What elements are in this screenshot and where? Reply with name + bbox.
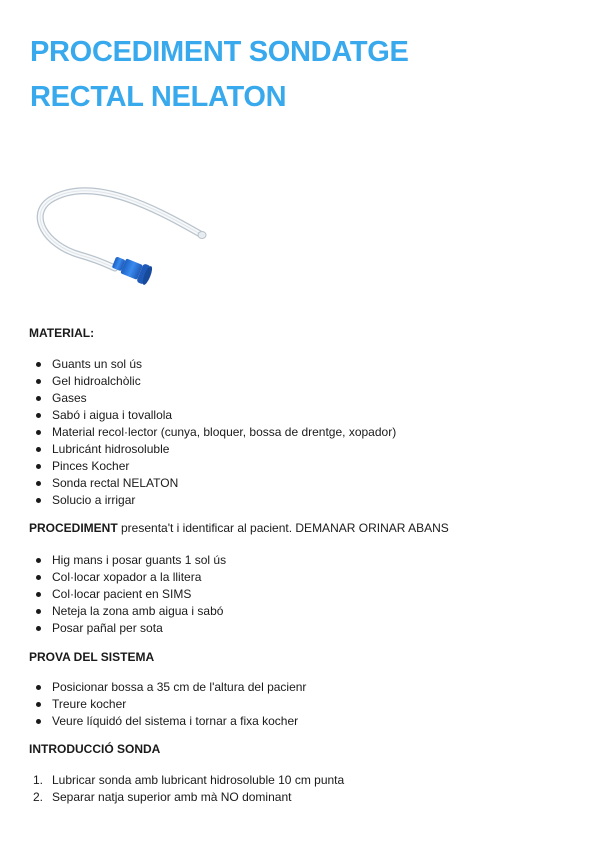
list-item-text: Lubricar sonda amb lubricant hidrosoluble 10 cm punta	[52, 773, 345, 787]
introduccio-heading: INTRODUCCIÓ SONDA	[29, 742, 161, 756]
list-item: Material recol·lector (cunya, bloquer, bossa de drentge, xopador)	[0, 424, 396, 441]
list-item	[0, 772, 344, 789]
list-item: Sabó i aigua i tovallola	[0, 407, 396, 424]
list-item: Veure líquidó del sistema i tornar a fixa kocher	[0, 713, 306, 730]
prova-heading: PROVA DEL SISTEMA	[29, 650, 155, 664]
procediment-heading: PROCEDIMENT	[29, 521, 118, 535]
list-item: Pinces Kocher	[0, 458, 396, 475]
list-item: Lubricánt hidrosoluble	[0, 441, 396, 458]
list-item: Gel hidroalchòlic	[0, 373, 396, 390]
procediment-text: presenta't i identificar al pacient. DEMANAR ORINAR ABANS	[117, 521, 449, 535]
nelaton-catheter-image	[30, 170, 220, 300]
procediment-list	[0, 552, 226, 637]
list-item: Guants un sol ús	[0, 356, 396, 373]
list-item: Col·locar pacient en SIMS	[0, 586, 226, 603]
title-line-1: PROCEDIMENT SONDATGE	[30, 36, 409, 68]
list-number: 2.	[33, 790, 44, 804]
list-number: 1.	[33, 773, 44, 787]
list-item: Gases	[0, 390, 396, 407]
introduccio-list	[0, 772, 344, 806]
material-heading: MATERIAL:	[29, 326, 95, 340]
list-item: Posicionar bossa a 35 cm de l'altura del pacienr	[0, 679, 306, 696]
prova-list	[0, 679, 306, 730]
list-item: Treure kocher	[0, 696, 306, 713]
list-item: Posar pañal per sota	[0, 620, 226, 637]
page-title	[30, 30, 570, 120]
material-list	[0, 356, 396, 509]
list-item: Sonda rectal NELATON	[0, 475, 396, 492]
list-item	[0, 789, 344, 806]
list-item: Neteja la zona amb aigua i sabó	[0, 603, 226, 620]
list-item: Hig mans i posar guants 1 sol ús	[0, 552, 226, 569]
title-line-2: RECTAL NELATON	[30, 81, 287, 113]
list-item-text: Separar natja superior amb mà NO dominant	[52, 790, 292, 804]
list-item: Solucio a irrigar	[0, 492, 396, 509]
list-item: Col·locar xopador a la llitera	[0, 569, 226, 586]
procediment-paragraph	[29, 521, 449, 535]
